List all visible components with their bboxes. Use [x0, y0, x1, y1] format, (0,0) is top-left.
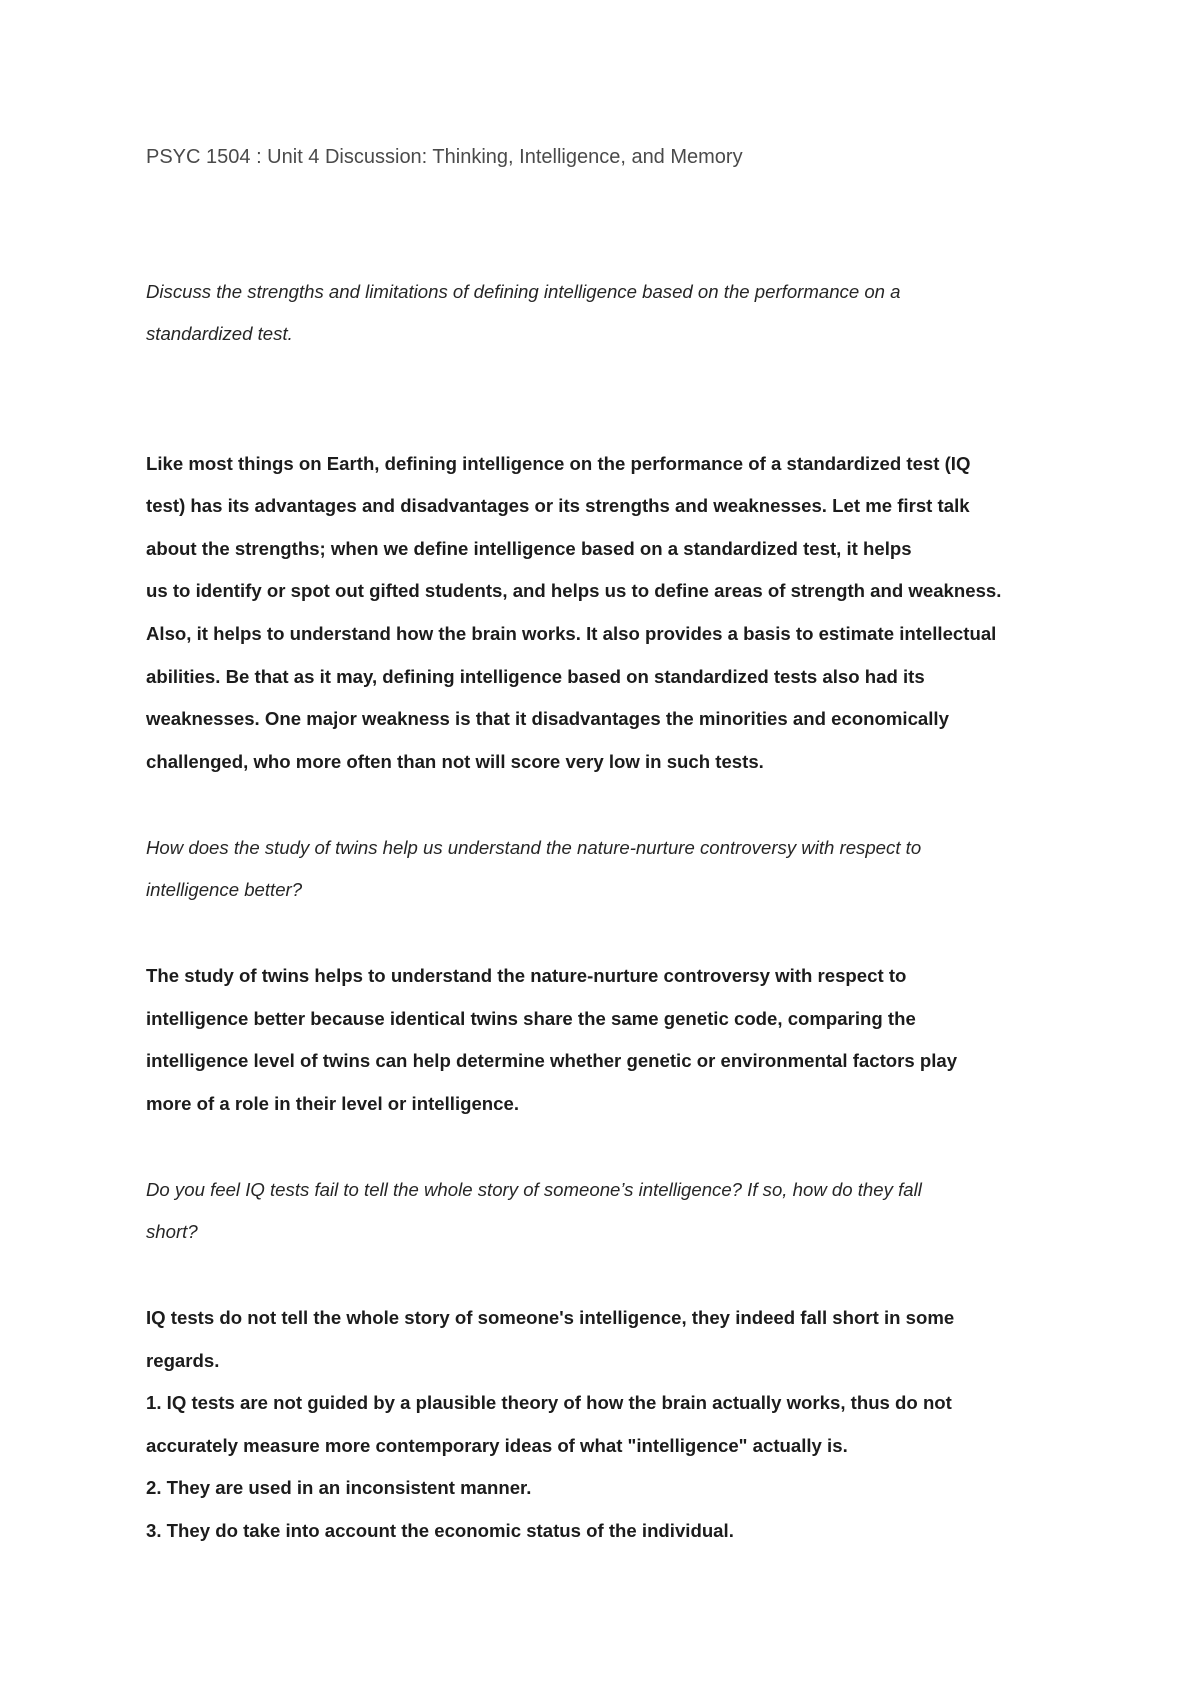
question-1-line-1: Discuss the strengths and limitations of defining intelligence based on the performance on a — [146, 281, 901, 302]
answer-3-line-3: 1. IQ tests are not guided by a plausible theory of how the brain actually works, thus do not — [146, 1392, 952, 1413]
answer-1-line-7: weaknesses. One major weakness is that it disadvantages the minorities and economically — [146, 708, 949, 729]
answer-1-line-6: abilities. Be that as it may, defining intelligence based on standardized tests also had its — [146, 666, 925, 687]
answer-2-line-3: intelligence level of twins can help determine whether genetic or environmental factors play — [146, 1050, 958, 1071]
answer-1-line-1: Like most things on Earth, defining intelligence on the performance of a standardized test (IQ — [146, 453, 971, 474]
answer-2-line-4: more of a role in their level or intelligence. — [146, 1093, 520, 1114]
answer-3-line-2: regards. — [146, 1350, 220, 1371]
document-title: PSYC 1504 : Unit 4 Discussion: Thinking, Intelligence, and Memory — [146, 146, 743, 168]
answer-3-line-4: accurately measure more contemporary ideas of what "intelligence" actually is. — [146, 1435, 848, 1456]
answer-2-line-1: The study of twins helps to understand the nature-nurture controversy with respect to — [146, 965, 907, 986]
question-3-line-1: Do you feel IQ tests fail to tell the whole story of someone’s intelligence? If so, how do they fall — [146, 1179, 922, 1200]
answer-3-line-5: 2. They are used in an inconsistent manner. — [146, 1477, 532, 1498]
answer-3-line-6: 3. They do take into account the economic status of the individual. — [146, 1520, 734, 1541]
answer-1-line-2: test) has its advantages and disadvantages or its strengths and weaknesses. Let me first talk — [146, 495, 970, 516]
question-2-line-1: How does the study of twins help us understand the nature-nurture controversy with respect to — [146, 837, 922, 858]
question-2-line-2: intelligence better? — [146, 879, 303, 900]
answer-1-line-4: us to identify or spot out gifted students, and helps us to define areas of strength and weakness. — [146, 580, 1002, 601]
question-3-line-2: short? — [146, 1221, 198, 1242]
answer-1-line-5: Also, it helps to understand how the brain works. It also provides a basis to estimate intellectual — [146, 623, 997, 644]
question-1-line-2: standardized test. — [146, 323, 293, 344]
answer-3-line-1: IQ tests do not tell the whole story of someone's intelligence, they indeed fall short in some — [146, 1307, 955, 1328]
answer-2-line-2: intelligence better because identical twins share the same genetic code, comparing the — [146, 1008, 916, 1029]
answer-1-line-8: challenged, who more often than not will score very low in such tests. — [146, 751, 764, 772]
answer-1-line-3: about the strengths; when we define intelligence based on a standardized test, it helps — [146, 538, 912, 559]
